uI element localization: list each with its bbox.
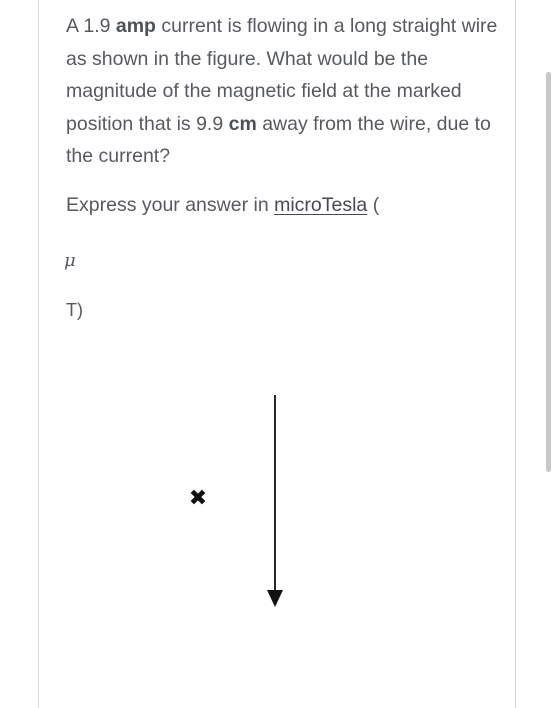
mu-symbol: μ — [64, 250, 76, 271]
scrollbar-thumb[interactable] — [546, 72, 551, 472]
question-part-3: away from the wire, due to the current? — [66, 112, 491, 167]
answer-instruction — [66, 190, 379, 220]
wire-figure — [150, 380, 350, 620]
question-text — [66, 10, 506, 173]
current-arrow-head — [267, 590, 283, 607]
unit-cm: cm — [228, 112, 257, 135]
instruction-suffix: ( — [367, 194, 380, 216]
instruction-prefix: Express your answer in — [66, 194, 275, 216]
unit-amp: amp — [115, 15, 156, 37]
marked-position-icon: ✖ — [188, 486, 208, 511]
question-part-1: A 1.9 — [66, 15, 116, 37]
unit-end-text: T) — [66, 300, 83, 320]
question-part-2: current is flowing in a long straight wire as shown in the figure. What would be the magnitude of the magnetic field at the marked position that is 9.9 — [66, 15, 498, 135]
microtesla-link[interactable]: microTesla — [274, 194, 368, 216]
